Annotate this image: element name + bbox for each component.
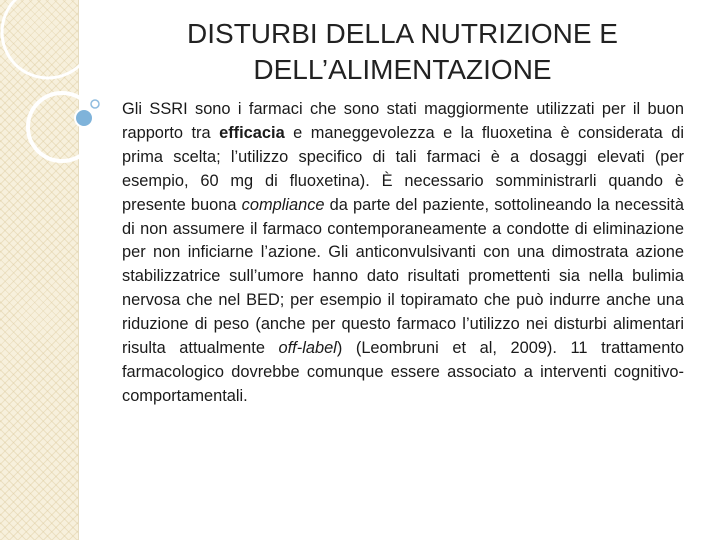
- body-bold-efficacia: efficacia: [219, 123, 285, 142]
- slide-body-text: [122, 98, 684, 409]
- body-italic-off-label: off-label: [278, 339, 337, 358]
- title-line-2: DELL’ALIMENTAZIONE: [253, 54, 552, 85]
- decor-dot-small: [91, 100, 99, 108]
- decor-dot-large: [75, 109, 93, 127]
- slide-title: [120, 16, 685, 88]
- decor-circle-large: [2, 0, 94, 78]
- body-text-1: Gli SSRI sono i farmaci che sono stati maggiormente utilizzati per il buon rapporto tra: [122, 100, 684, 142]
- body-text-4: ) (Leombruni et al, 2009). 11 trattamento farmacologico dovrebbe comunque essere associato a interventi cognitivo-comportamentali.: [122, 339, 684, 405]
- body-text-2: e maneggevolezza e la fluoxetina è considerata di prima scelta; l’utilizzo specifico di tali farmaci è a dosaggi elevati (per esempio, 60 mg di fluoxetina). È necessario somministrarli quando è presente buona: [122, 123, 684, 214]
- title-line-1: DISTURBI DELLA NUTRIZIONE E: [187, 18, 618, 49]
- body-text-3: da parte del paziente, sottolineando la necessità di non assumere il farmaco contemporaneamente a condotte di eliminazione per non inficiarne l’azione. Gli anticonvulsivanti con una dimostrata azione stabilizzatrice sull’umore hanno dato risultati promettenti sia nella bulimia nervosa che nel BED; per esempio il topiramato che può indurre anche una riduzione di peso (anche per questo farmaco l’utilizzo nei disturbi alimentari risulta attualmente: [122, 195, 684, 358]
- body-italic-compliance: compliance: [241, 195, 325, 214]
